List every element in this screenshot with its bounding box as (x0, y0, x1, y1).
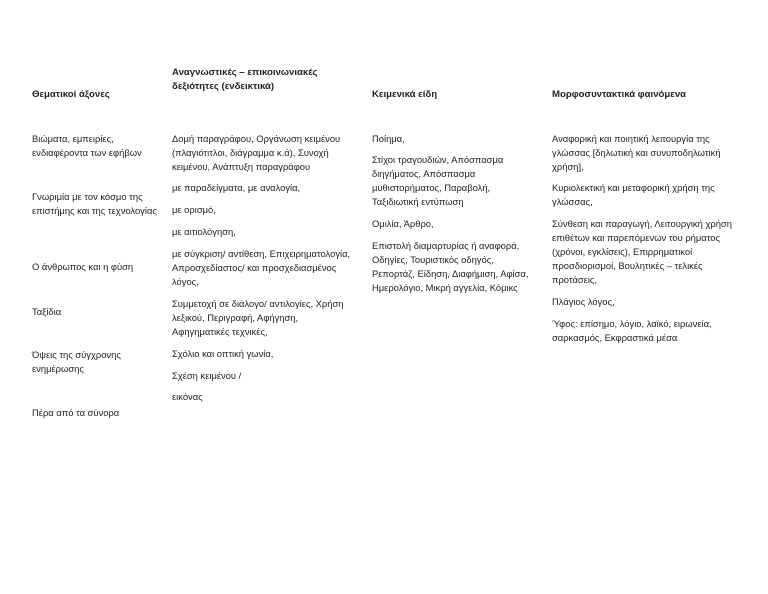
table-cell: Επιστολή διαμαρτυρίας ή αναφορά, Οδηγίες, Τουριστικός οδηγός, Ρεπορτάζ, Είδηση, Διαφήμιση, Αφίσα, Ημερολόγιο, Μικρή αγγελία, Κόμικς (372, 240, 529, 293)
table-cell: με ορισμό, (172, 204, 216, 215)
table-cell: με σύγκριση/ αντίθεση, Επιχειρηματολογία, Απροσχεδίαστος/ και προσχεδιασμένος λόγος, (172, 248, 351, 287)
table-cell: Ταξίδια (32, 306, 62, 317)
table-cell: Ο άνθρωπος και η φύση (32, 261, 134, 272)
table-cell: Σύνθεση και παραγωγή, Λειτουργική χρήση επιθέτων και παρεπόμενων του ρήματος (χρόνοι, εγκλίσεις), Επιρρηματικοί προσδιορισμοί, Βουλητικές – τελικές προτάσεις, (552, 218, 732, 285)
table-cell: Στίχοι τραγουδιών, Απόσπασμα διηγήματος, Απόσπασμα μυθιστορήματος, Παραβολή, Ταξιδιωτική εντύπωση (372, 154, 504, 207)
column-header: Αναγνωστικές – επικοινωνιακές δεξιότητες (ενδεικτικά) (172, 67, 318, 92)
table-cell: Δομή παραγράφου, Οργάνωση κειμένου (πλαγιότιτλοι, διάγραμμα κ.ά), Συνοχή κειμένου, Ανάπτυξη παραγράφου (172, 133, 341, 172)
table-cell: με αιτιολόγηση, (172, 226, 236, 237)
table-cell: Πέρα από τα σύνορα (32, 407, 120, 418)
table-cell: Όψεις της σύγχρονης ενημέρωσης (32, 349, 121, 374)
table-cell: Ύφος: επίσημο, λόγιο, λαϊκό, ειρωνεία, σαρκασμός, Εκφραστικά μέσα (552, 318, 712, 343)
table-cell: Σχόλιο και οπτική γωνία, (172, 348, 274, 359)
column-header: Κειμενικά είδη (372, 89, 438, 100)
table-cell: Ποίημα, (372, 133, 405, 144)
table-cell: με παραδείγματα, με αναλογία, (172, 182, 301, 193)
table-cell: Γνωριμία με τον κόσμο της επιστήμης και της τεχνολογίας (32, 191, 157, 216)
table-cell: Συμμετοχή σε διάλογο/ αντιλογίες, Χρήση λεξικού, Περιγραφή, Αφήγηση, Αφηγηματικές τεχνικές, (172, 298, 344, 337)
table-cell: Κυριολεκτική και μεταφορική χρήση της γλώσσας, (552, 182, 715, 207)
table-cell: Πλάγιος λόγος, (552, 296, 615, 307)
table-cell: εικόνας (172, 391, 203, 402)
table-cell: Ομιλία, Άρθρο, (372, 218, 434, 229)
column-header: Μορφοσυντακτικά φαινόμενα (552, 89, 687, 100)
table-cell: Βιώματα, εμπειρίες, ενδιαφέροντα των εφήβων (32, 133, 142, 158)
table-cell: Αναφορική και ποιητική λειτουργία της γλώσσας [δηλωτική και συνυποδηλωτική χρήση], (552, 133, 721, 172)
table-cell: Σχέση κειμένου / (172, 370, 242, 381)
column-header: Θεματικοί άξονες (32, 89, 110, 100)
